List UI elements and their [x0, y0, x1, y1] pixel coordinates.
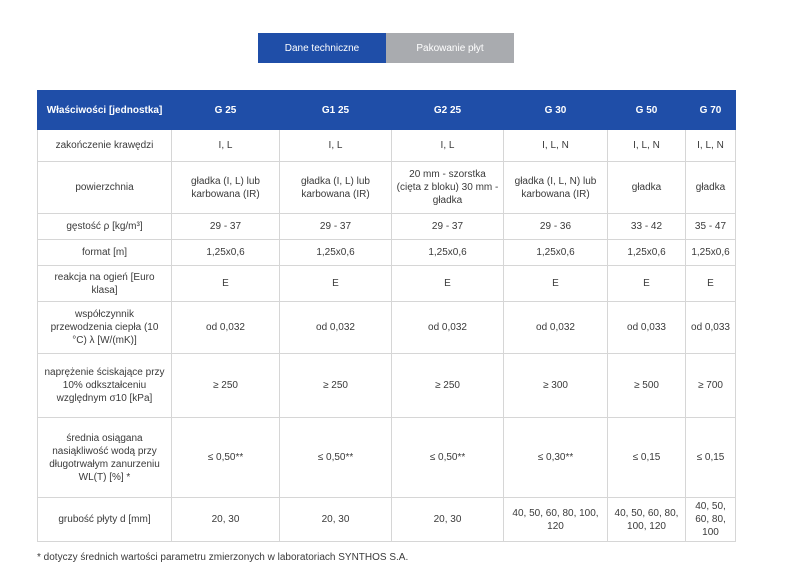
table-cell: ≤ 0,15: [608, 418, 686, 498]
table-cell: 20, 30: [392, 498, 504, 542]
table-cell: E: [172, 266, 280, 302]
table-cell: od 0,032: [392, 302, 504, 354]
table-cell: 40, 50, 60, 80, 100, 120: [608, 498, 686, 542]
table-cell: ≥ 250: [172, 354, 280, 418]
table-cell: 1,25x0,6: [392, 240, 504, 266]
table-cell: 40, 50, 60, 80, 100: [686, 498, 736, 542]
row-label: grubość płyty d [mm]: [38, 498, 172, 542]
row-label: reakcja na ogień [Euro klasa]: [38, 266, 172, 302]
table-cell: ≥ 250: [392, 354, 504, 418]
table-row: [38, 240, 736, 266]
header-column: G 50: [608, 91, 686, 130]
table-cell: 29 - 37: [392, 214, 504, 240]
table-cell: 35 - 47: [686, 214, 736, 240]
table-row: [38, 162, 736, 214]
table-cell: 1,25x0,6: [172, 240, 280, 266]
table-cell: ≤ 0,50**: [172, 418, 280, 498]
table-cell: gładka: [686, 162, 736, 214]
table-cell: I, L, N: [608, 130, 686, 162]
table-header-row: [38, 91, 736, 130]
table-cell: E: [686, 266, 736, 302]
table-cell: ≥ 250: [280, 354, 392, 418]
header-column: G 30: [504, 91, 608, 130]
technical-data-table: [37, 90, 736, 542]
header-column: G1 25: [280, 91, 392, 130]
table-cell: gładka (I, L) lub karbowana (IR): [172, 162, 280, 214]
row-label: powierzchnia: [38, 162, 172, 214]
table-row: [38, 498, 736, 542]
table-row: [38, 266, 736, 302]
table-cell: od 0,032: [172, 302, 280, 354]
table-cell: 20 mm - szorstka (cięta z bloku) 30 mm - gładka: [392, 162, 504, 214]
table-cell: ≤ 0,50**: [280, 418, 392, 498]
tab-bar: [258, 33, 514, 63]
table-cell: I, L: [392, 130, 504, 162]
table-cell: 29 - 37: [172, 214, 280, 240]
table-cell: E: [392, 266, 504, 302]
tab-dane-techniczne[interactable]: Dane techniczne: [258, 33, 386, 63]
table-cell: 29 - 36: [504, 214, 608, 240]
table-cell: 20, 30: [280, 498, 392, 542]
table-cell: E: [608, 266, 686, 302]
row-label: współczynnik przewodzenia ciepła (10 °C) λ [W/(mK)]: [38, 302, 172, 354]
table-cell: od 0,033: [608, 302, 686, 354]
table-cell: ≤ 0,50**: [392, 418, 504, 498]
table-cell: ≥ 700: [686, 354, 736, 418]
footnote: * dotyczy średnich wartości parametru zmierzonych w laboratoriach SYNTHOS S.A.: [37, 552, 409, 563]
table-cell: 1,25x0,6: [686, 240, 736, 266]
table-cell: od 0,032: [280, 302, 392, 354]
table-cell: I, L: [280, 130, 392, 162]
table-cell: 1,25x0,6: [280, 240, 392, 266]
row-label: średnia osiągana nasiąkliwość wodą przy długotrwałym zanurzeniu WL(T) [%] *: [38, 418, 172, 498]
table-cell: gładka: [608, 162, 686, 214]
table-row: [38, 214, 736, 240]
table-cell: I, L, N: [686, 130, 736, 162]
table-cell: 20, 30: [172, 498, 280, 542]
row-label: naprężenie ściskające przy 10% odkształceniu względnym σ10 [kPa]: [38, 354, 172, 418]
header-column: G 70: [686, 91, 736, 130]
table-cell: 1,25x0,6: [504, 240, 608, 266]
table-cell: 1,25x0,6: [608, 240, 686, 266]
row-label: zakończenie krawędzi: [38, 130, 172, 162]
table-row: [38, 130, 736, 162]
table-cell: od 0,032: [504, 302, 608, 354]
table-row: [38, 302, 736, 354]
header-property: Właściwości [jednostka]: [38, 91, 172, 130]
table-cell: ≤ 0,15: [686, 418, 736, 498]
table-cell: ≥ 500: [608, 354, 686, 418]
table-cell: od 0,033: [686, 302, 736, 354]
table-row: [38, 354, 736, 418]
table-cell: 40, 50, 60, 80, 100, 120: [504, 498, 608, 542]
table-cell: I, L, N: [504, 130, 608, 162]
header-column: G2 25: [392, 91, 504, 130]
row-label: gęstość ρ [kg/m³]: [38, 214, 172, 240]
tab-pakowanie-plyt[interactable]: Pakowanie płyt: [386, 33, 514, 63]
table-cell: E: [504, 266, 608, 302]
table-cell: gładka (I, L) lub karbowana (IR): [280, 162, 392, 214]
table-cell: 29 - 37: [280, 214, 392, 240]
table-cell: I, L: [172, 130, 280, 162]
table-cell: ≤ 0,30**: [504, 418, 608, 498]
row-label: format [m]: [38, 240, 172, 266]
table-row: [38, 418, 736, 498]
table-cell: E: [280, 266, 392, 302]
header-column: G 25: [172, 91, 280, 130]
table-cell: gładka (I, L, N) lub karbowana (IR): [504, 162, 608, 214]
table-cell: ≥ 300: [504, 354, 608, 418]
table-cell: 33 - 42: [608, 214, 686, 240]
